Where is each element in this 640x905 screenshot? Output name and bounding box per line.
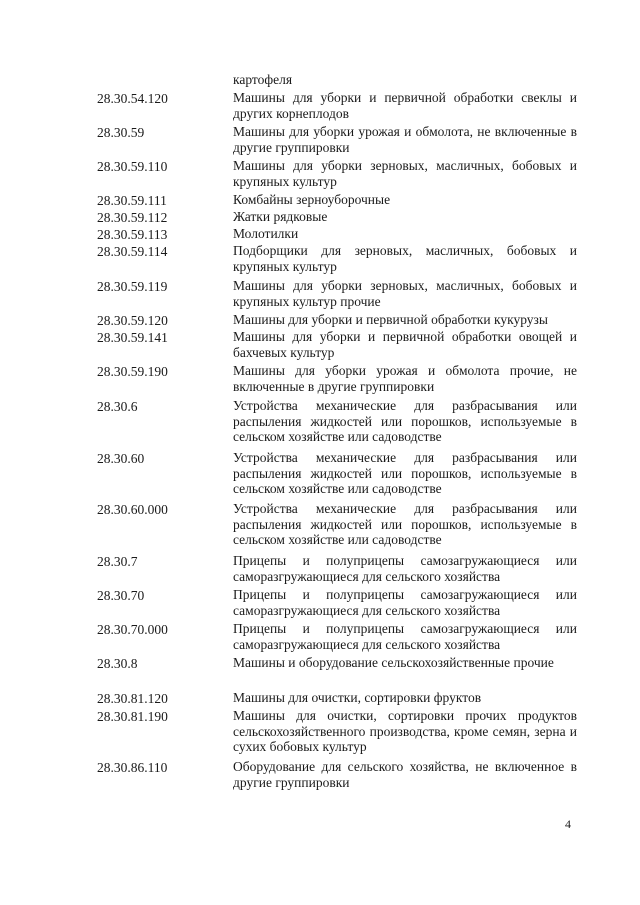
table-row — [97, 398, 577, 450]
table-row — [97, 708, 577, 759]
table-row — [97, 124, 577, 158]
row-code: 28.30.86.110 — [97, 760, 168, 775]
row-code: 28.30.54.120 — [97, 91, 168, 106]
row-code: 28.30.70 — [97, 588, 145, 603]
table-row — [97, 312, 577, 329]
row-description: Машины для уборки и первичной обработки кукурузы — [233, 312, 548, 327]
row-code: 28.30.59.114 — [97, 244, 168, 259]
table-row — [97, 226, 577, 243]
row-description: Устройства механические для разбрасывания или распыления жидкостей или порошков, используемые в сельском хозяйстве или садоводстве — [233, 398, 577, 444]
row-description: Машины для уборки урожая и обмолота, не включенные в другие группировки — [233, 124, 577, 155]
table-row — [97, 243, 577, 278]
row-description: Машины для уборки зерновых, масличных, бобовых и крупяных культур прочие — [233, 278, 577, 309]
row-code: 28.30.59.119 — [97, 279, 168, 294]
table-row — [97, 621, 577, 655]
table-row — [97, 759, 577, 793]
table-row — [97, 278, 577, 312]
row-code: 28.30.59.120 — [97, 313, 168, 328]
table-row — [97, 655, 577, 690]
row-description: Комбайны зерноуборочные — [233, 192, 391, 207]
table-row — [97, 553, 577, 587]
row-description: Подборщики для зерновых, масличных, бобовых и крупяных культур — [233, 243, 577, 274]
row-code: 28.30.81.190 — [97, 709, 168, 724]
table-row — [97, 329, 577, 363]
classification-table — [97, 72, 577, 793]
row-code: 28.30.59.112 — [97, 210, 168, 225]
table-row — [97, 90, 577, 124]
row-description: Машины для очистки, сортировки прочих продуктов сельскохозяйственного производства, кроме семян, зерна и сухих бобовых культур — [233, 708, 577, 754]
row-code: 28.30.8 — [97, 656, 138, 671]
row-description: картофеля — [233, 72, 293, 87]
table-row — [97, 72, 577, 90]
row-code: 28.30.59.190 — [97, 364, 168, 379]
row-code: 28.30.59.141 — [97, 330, 168, 345]
row-description: Машины для уборки урожая и обмолота прочие, не включенные в другие группировки — [233, 363, 577, 394]
row-description: Жатки рядковые — [233, 209, 328, 224]
table-row — [97, 450, 577, 501]
row-description: Оборудование для сельского хозяйства, не включенное в другие группировки — [233, 759, 577, 790]
row-code: 28.30.7 — [97, 554, 138, 569]
row-code: 28.30.70.000 — [97, 622, 168, 637]
row-description: Устройства механические для разбрасывания или распыления жидкостей или порошков, используемые в сельском хозяйстве или садоводстве — [233, 501, 577, 547]
row-code: 28.30.59.111 — [97, 193, 167, 208]
table-row — [97, 501, 577, 553]
row-code: 28.30.81.120 — [97, 691, 168, 706]
table-row — [97, 209, 577, 226]
table-row — [97, 587, 577, 621]
row-description: Машины для уборки и первичной обработки овощей и бахчевых культур — [233, 329, 577, 360]
row-code: 28.30.59.110 — [97, 159, 168, 174]
row-description: Прицепы и полуприцепы самозагружающиеся или саморазгружающиеся для сельского хозяйства — [233, 587, 577, 618]
row-description: Прицепы и полуприцепы самозагружающиеся или саморазгружающиеся для сельского хозяйства — [233, 553, 577, 584]
row-description: Прицепы и полуприцепы самозагружающиеся или саморазгружающиеся для сельского хозяйства — [233, 621, 577, 652]
row-description: Машины для уборки и первичной обработки свеклы и других корнеплодов — [233, 90, 577, 121]
row-description: Машины для уборки зерновых, масличных, бобовых и крупяных культур — [233, 158, 577, 189]
row-description: Устройства механические для разбрасывания или распыления жидкостей или порошков, используемые в сельском хозяйстве или садоводстве — [233, 450, 577, 496]
row-description: Машины и оборудование сельскохозяйственные прочие — [233, 655, 554, 670]
row-code: 28.30.6 — [97, 399, 138, 414]
page-number: 4 — [565, 817, 571, 831]
row-code: 28.30.59 — [97, 125, 145, 140]
row-code: 28.30.59.113 — [97, 227, 168, 242]
row-code: 28.30.60 — [97, 451, 145, 466]
table-row — [97, 363, 577, 398]
table-row — [97, 158, 577, 192]
row-description: Молотилки — [233, 226, 299, 241]
row-description: Машины для очистки, сортировки фруктов — [233, 690, 482, 705]
row-code: 28.30.60.000 — [97, 502, 168, 517]
table-row — [97, 690, 577, 708]
table-row — [97, 192, 577, 209]
